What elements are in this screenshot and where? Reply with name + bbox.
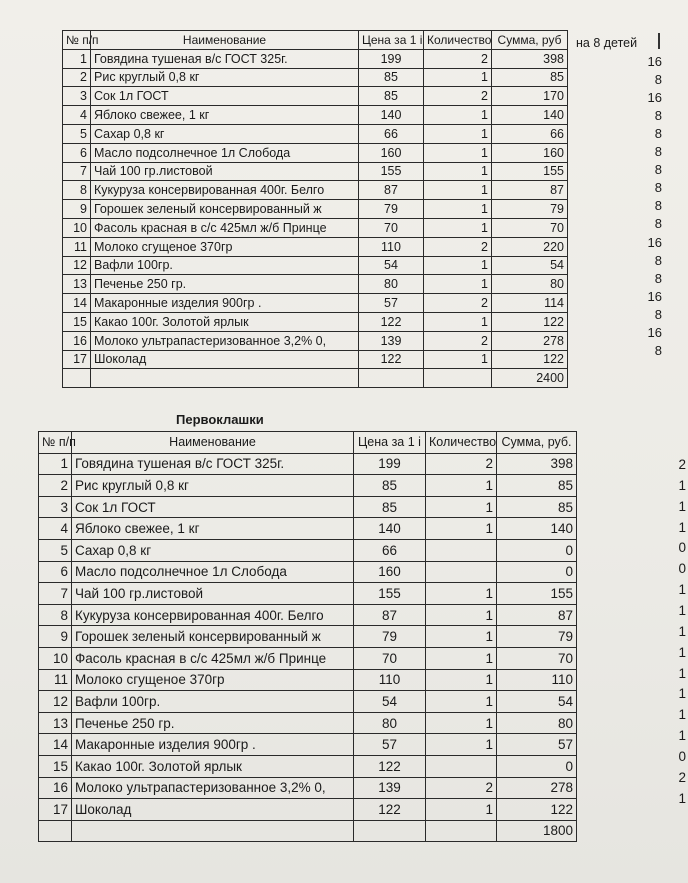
item-name: Яблоко свежее, 1 кг bbox=[91, 106, 359, 125]
row-number: 1 bbox=[39, 453, 72, 475]
item-quantity bbox=[426, 539, 497, 561]
item-price: 155 bbox=[354, 583, 426, 605]
item-quantity: 1 bbox=[426, 496, 497, 518]
side-value: 1 bbox=[678, 582, 686, 598]
item-sum: 278 bbox=[497, 777, 577, 799]
empty-cell bbox=[354, 820, 426, 842]
item-price: 139 bbox=[354, 777, 426, 799]
item-sum: 70 bbox=[492, 218, 568, 237]
item-quantity: 1 bbox=[426, 669, 497, 691]
side-value: 0 bbox=[678, 561, 686, 577]
col-header-number: № п/п bbox=[63, 31, 91, 50]
item-name: Макаронные изделия 900гр . bbox=[72, 734, 354, 756]
side-value: 0 bbox=[678, 748, 686, 764]
item-quantity: 1 bbox=[426, 583, 497, 605]
side-value: 1 bbox=[678, 644, 686, 660]
item-price: 80 bbox=[354, 712, 426, 734]
item-price: 57 bbox=[359, 294, 424, 313]
item-price: 70 bbox=[354, 647, 426, 669]
row-number: 10 bbox=[39, 647, 72, 669]
item-sum: 170 bbox=[492, 87, 568, 106]
item-name: Печенье 250 гр. bbox=[72, 712, 354, 734]
side-value: 8 bbox=[654, 126, 662, 142]
table-row bbox=[39, 626, 577, 648]
side-value: 0 bbox=[678, 540, 686, 556]
section-title-first-graders: Первоклашки bbox=[176, 412, 264, 427]
item-quantity: 2 bbox=[426, 777, 497, 799]
item-price: 122 bbox=[359, 350, 424, 369]
side-value: 1 bbox=[678, 686, 686, 702]
item-name: Молоко ультрапастеризованное 3,2% 0, bbox=[72, 777, 354, 799]
table-row bbox=[39, 583, 577, 605]
item-name: Шоколад bbox=[72, 799, 354, 821]
col-header-price: Цена за 1 і bbox=[359, 31, 424, 50]
item-price: 79 bbox=[359, 200, 424, 219]
row-number: 4 bbox=[63, 106, 91, 125]
side-value: 1 bbox=[678, 498, 686, 514]
item-price: 139 bbox=[359, 331, 424, 350]
row-number: 10 bbox=[63, 218, 91, 237]
item-name: Сок 1л ГОСТ bbox=[91, 87, 359, 106]
item-price: 140 bbox=[354, 518, 426, 540]
empty-cell bbox=[63, 369, 91, 388]
item-price: 122 bbox=[354, 755, 426, 777]
row-number: 8 bbox=[63, 181, 91, 200]
item-price: 79 bbox=[354, 626, 426, 648]
item-name: Фасоль красная в с/с 425мл ж/б Принце bbox=[91, 218, 359, 237]
item-name: Рис круглый 0,8 кг bbox=[72, 475, 354, 497]
side-value: 8 bbox=[654, 216, 662, 232]
side-value: 8 bbox=[654, 342, 662, 358]
item-sum: 66 bbox=[492, 124, 568, 143]
table-row bbox=[39, 799, 577, 821]
item-quantity: 2 bbox=[424, 237, 492, 256]
table-row bbox=[63, 294, 568, 313]
empty-cell bbox=[72, 820, 354, 842]
row-number: 14 bbox=[63, 294, 91, 313]
table-row bbox=[63, 350, 568, 369]
item-name: Масло подсолнечное 1л Слобода bbox=[72, 561, 354, 583]
row-number: 5 bbox=[63, 124, 91, 143]
row-number: 12 bbox=[39, 691, 72, 713]
table-row bbox=[63, 331, 568, 350]
total-sum: 2400 bbox=[492, 369, 568, 388]
row-number: 7 bbox=[39, 583, 72, 605]
col-header-name: Наименование bbox=[91, 31, 359, 50]
item-quantity: 1 bbox=[426, 647, 497, 669]
item-name: Печенье 250 гр. bbox=[91, 275, 359, 294]
side-value: 8 bbox=[654, 198, 662, 214]
side-value: 8 bbox=[654, 144, 662, 160]
table-row bbox=[39, 647, 577, 669]
empty-cell bbox=[424, 369, 492, 388]
item-name: Говядина тушеная в/с ГОСТ 325г. bbox=[72, 453, 354, 475]
item-name: Сахар 0,8 кг bbox=[72, 539, 354, 561]
item-price: 160 bbox=[354, 561, 426, 583]
item-price: 110 bbox=[359, 237, 424, 256]
row-number: 13 bbox=[39, 712, 72, 734]
item-name: Чай 100 гр.листовой bbox=[91, 162, 359, 181]
item-quantity: 1 bbox=[426, 604, 497, 626]
table-row bbox=[63, 218, 568, 237]
table-row bbox=[63, 106, 568, 125]
item-price: 54 bbox=[359, 256, 424, 275]
side-value: 8 bbox=[654, 162, 662, 178]
row-number: 17 bbox=[39, 799, 72, 821]
item-name: Шоколад bbox=[91, 350, 359, 369]
table-row bbox=[39, 777, 577, 799]
item-sum: 278 bbox=[492, 331, 568, 350]
row-number: 2 bbox=[63, 68, 91, 87]
side-value: 1 bbox=[678, 602, 686, 618]
row-number: 9 bbox=[63, 200, 91, 219]
table-row bbox=[39, 496, 577, 518]
item-price: 122 bbox=[354, 799, 426, 821]
item-sum: 140 bbox=[497, 518, 577, 540]
item-sum: 85 bbox=[497, 475, 577, 497]
item-price: 140 bbox=[359, 106, 424, 125]
children-count-note: на 8 детей bbox=[576, 36, 638, 50]
item-price: 85 bbox=[354, 496, 426, 518]
item-sum: 155 bbox=[497, 583, 577, 605]
row-number: 2 bbox=[39, 475, 72, 497]
empty-cell bbox=[359, 369, 424, 388]
row-number: 8 bbox=[39, 604, 72, 626]
item-price: 110 bbox=[354, 669, 426, 691]
table-header-row bbox=[63, 31, 568, 50]
item-quantity: 1 bbox=[426, 518, 497, 540]
total-row bbox=[39, 820, 577, 842]
item-sum: 87 bbox=[492, 181, 568, 200]
row-number: 13 bbox=[63, 275, 91, 294]
row-number: 14 bbox=[39, 734, 72, 756]
item-sum: 110 bbox=[497, 669, 577, 691]
item-name: Фасоль красная в с/с 425мл ж/б Принце bbox=[72, 647, 354, 669]
item-name: Какао 100г. Золотой ярлык bbox=[72, 755, 354, 777]
side-value: 8 bbox=[654, 72, 662, 88]
table-row bbox=[39, 561, 577, 583]
side-value: 2 bbox=[678, 769, 686, 785]
row-number: 11 bbox=[39, 669, 72, 691]
item-price: 66 bbox=[354, 539, 426, 561]
item-price: 66 bbox=[359, 124, 424, 143]
item-name: Сок 1л ГОСТ bbox=[72, 496, 354, 518]
item-name: Вафли 100гр. bbox=[91, 256, 359, 275]
row-number: 9 bbox=[39, 626, 72, 648]
item-price: 85 bbox=[359, 68, 424, 87]
side-value: 8 bbox=[654, 306, 662, 322]
item-name: Кукуруза консервированная 400г. Белго bbox=[91, 181, 359, 200]
table-row bbox=[63, 49, 568, 68]
item-price: 70 bbox=[359, 218, 424, 237]
side-value: 8 bbox=[654, 270, 662, 286]
table-row bbox=[63, 200, 568, 219]
item-quantity: 2 bbox=[424, 49, 492, 68]
item-sum: 160 bbox=[492, 143, 568, 162]
table-row bbox=[39, 691, 577, 713]
item-sum: 122 bbox=[492, 350, 568, 369]
item-quantity: 2 bbox=[424, 294, 492, 313]
item-quantity: 1 bbox=[426, 799, 497, 821]
side-value: 16 bbox=[647, 90, 662, 106]
table-row bbox=[39, 475, 577, 497]
row-number: 11 bbox=[63, 237, 91, 256]
item-quantity: 1 bbox=[424, 68, 492, 87]
item-sum: 220 bbox=[492, 237, 568, 256]
col-header-qty: Количество bbox=[424, 31, 492, 50]
item-sum: 80 bbox=[497, 712, 577, 734]
item-quantity: 1 bbox=[424, 124, 492, 143]
table-row bbox=[39, 453, 577, 475]
item-price: 57 bbox=[354, 734, 426, 756]
total-sum: 1800 bbox=[497, 820, 577, 842]
item-sum: 0 bbox=[497, 755, 577, 777]
item-price: 80 bbox=[359, 275, 424, 294]
side-value: 16 bbox=[647, 288, 662, 304]
side-value: 8 bbox=[654, 180, 662, 196]
item-price: 199 bbox=[354, 453, 426, 475]
item-sum: 122 bbox=[492, 312, 568, 331]
row-number: 5 bbox=[39, 539, 72, 561]
item-sum: 140 bbox=[492, 106, 568, 125]
item-name: Молоко сгущеное 370гр bbox=[91, 237, 359, 256]
item-quantity: 2 bbox=[424, 87, 492, 106]
item-quantity: 1 bbox=[424, 181, 492, 200]
table-row bbox=[39, 539, 577, 561]
side-value: 1 bbox=[678, 790, 686, 806]
item-sum: 79 bbox=[492, 200, 568, 219]
item-quantity: 1 bbox=[426, 475, 497, 497]
item-quantity: 1 bbox=[424, 256, 492, 275]
item-quantity: 1 bbox=[424, 218, 492, 237]
item-name: Масло подсолнечное 1л Слобода bbox=[91, 143, 359, 162]
item-name: Рис круглый 0,8 кг bbox=[91, 68, 359, 87]
item-name: Какао 100г. Золотой ярлык bbox=[91, 312, 359, 331]
item-quantity bbox=[426, 561, 497, 583]
item-sum: 54 bbox=[497, 691, 577, 713]
order-table-first-graders bbox=[38, 431, 577, 842]
empty-cell bbox=[39, 820, 72, 842]
row-number: 17 bbox=[63, 350, 91, 369]
side-value: 8 bbox=[654, 252, 662, 268]
total-row bbox=[63, 369, 568, 388]
order-table-8-children bbox=[62, 30, 568, 388]
item-sum: 85 bbox=[492, 68, 568, 87]
item-price: 87 bbox=[359, 181, 424, 200]
col-header-price: Цена за 1 і bbox=[354, 432, 426, 454]
side-value: 2 bbox=[678, 457, 686, 472]
col-header-qty: Количество bbox=[426, 432, 497, 454]
side-value: 1 bbox=[678, 707, 686, 723]
item-price: 122 bbox=[359, 312, 424, 331]
table-row bbox=[39, 712, 577, 734]
item-sum: 114 bbox=[492, 294, 568, 313]
item-price: 85 bbox=[354, 475, 426, 497]
table-row bbox=[63, 256, 568, 275]
item-name: Молоко сгущеное 370гр bbox=[72, 669, 354, 691]
col-header-sum: Сумма, руб bbox=[492, 31, 568, 50]
table-row bbox=[63, 87, 568, 106]
row-number: 12 bbox=[63, 256, 91, 275]
item-sum: 0 bbox=[497, 539, 577, 561]
item-sum: 0 bbox=[497, 561, 577, 583]
item-sum: 398 bbox=[492, 49, 568, 68]
table-row bbox=[63, 181, 568, 200]
col-header-name: Наименование bbox=[72, 432, 354, 454]
item-quantity: 1 bbox=[424, 312, 492, 331]
item-quantity: 1 bbox=[424, 143, 492, 162]
item-price: 85 bbox=[359, 87, 424, 106]
item-name: Яблоко свежее, 1 кг bbox=[72, 518, 354, 540]
table-row bbox=[63, 237, 568, 256]
item-quantity: 1 bbox=[426, 712, 497, 734]
row-number: 4 bbox=[39, 518, 72, 540]
item-sum: 155 bbox=[492, 162, 568, 181]
empty-cell bbox=[91, 369, 359, 388]
row-number: 1 bbox=[63, 49, 91, 68]
item-name: Макаронные изделия 900гр . bbox=[91, 294, 359, 313]
side-value: 8 bbox=[654, 108, 662, 124]
table-row bbox=[63, 124, 568, 143]
item-name: Говядина тушеная в/с ГОСТ 325г. bbox=[91, 49, 359, 68]
item-sum: 122 bbox=[497, 799, 577, 821]
side-value: 1 bbox=[678, 519, 686, 535]
item-sum: 79 bbox=[497, 626, 577, 648]
table-row bbox=[39, 734, 577, 756]
row-number: 6 bbox=[39, 561, 72, 583]
item-sum: 87 bbox=[497, 604, 577, 626]
item-sum: 54 bbox=[492, 256, 568, 275]
item-quantity: 2 bbox=[424, 331, 492, 350]
col-header-number: № п/п bbox=[39, 432, 72, 454]
item-quantity: 1 bbox=[424, 200, 492, 219]
side-value: 1 bbox=[678, 477, 686, 493]
empty-cell bbox=[426, 820, 497, 842]
item-quantity: 1 bbox=[424, 350, 492, 369]
item-name: Горошек зеленый консервированный ж bbox=[91, 200, 359, 219]
row-number: 3 bbox=[63, 87, 91, 106]
item-name: Чай 100 гр.листовой bbox=[72, 583, 354, 605]
item-sum: 57 bbox=[497, 734, 577, 756]
table-row bbox=[63, 312, 568, 331]
side-value: 1 bbox=[678, 665, 686, 681]
item-price: 199 bbox=[359, 49, 424, 68]
table-row bbox=[63, 275, 568, 294]
row-number: 15 bbox=[39, 755, 72, 777]
table-row bbox=[39, 518, 577, 540]
item-quantity: 1 bbox=[426, 691, 497, 713]
table-row bbox=[63, 68, 568, 87]
table-row bbox=[39, 604, 577, 626]
item-price: 87 bbox=[354, 604, 426, 626]
side-value: 16 bbox=[647, 234, 662, 250]
item-sum: 80 bbox=[492, 275, 568, 294]
col-header-sum: Сумма, руб. bbox=[497, 432, 577, 454]
item-name: Молоко ультрапастеризованное 3,2% 0, bbox=[91, 331, 359, 350]
item-sum: 398 bbox=[497, 453, 577, 475]
row-number: 3 bbox=[39, 496, 72, 518]
table-row bbox=[63, 143, 568, 162]
table-row bbox=[39, 669, 577, 691]
item-name: Вафли 100гр. bbox=[72, 691, 354, 713]
side-value: 1 bbox=[678, 728, 686, 744]
pen-mark bbox=[658, 33, 660, 49]
item-price: 155 bbox=[359, 162, 424, 181]
item-quantity: 1 bbox=[424, 275, 492, 294]
side-value: 16 bbox=[647, 54, 662, 69]
item-price: 160 bbox=[359, 143, 424, 162]
row-number: 16 bbox=[39, 777, 72, 799]
side-value: 1 bbox=[678, 623, 686, 639]
item-price: 54 bbox=[354, 691, 426, 713]
table-header-row bbox=[39, 432, 577, 454]
item-quantity: 1 bbox=[426, 734, 497, 756]
item-quantity: 1 bbox=[424, 106, 492, 125]
item-quantity: 2 bbox=[426, 453, 497, 475]
row-number: 7 bbox=[63, 162, 91, 181]
item-quantity: 1 bbox=[424, 162, 492, 181]
item-name: Сахар 0,8 кг bbox=[91, 124, 359, 143]
table-row bbox=[63, 162, 568, 181]
row-number: 15 bbox=[63, 312, 91, 331]
side-value: 16 bbox=[647, 324, 662, 340]
item-name: Кукуруза консервированная 400г. Белго bbox=[72, 604, 354, 626]
table-row bbox=[39, 755, 577, 777]
row-number: 6 bbox=[63, 143, 91, 162]
item-quantity bbox=[426, 755, 497, 777]
item-sum: 85 bbox=[497, 496, 577, 518]
row-number: 16 bbox=[63, 331, 91, 350]
item-sum: 70 bbox=[497, 647, 577, 669]
item-name: Горошек зеленый консервированный ж bbox=[72, 626, 354, 648]
item-quantity: 1 bbox=[426, 626, 497, 648]
